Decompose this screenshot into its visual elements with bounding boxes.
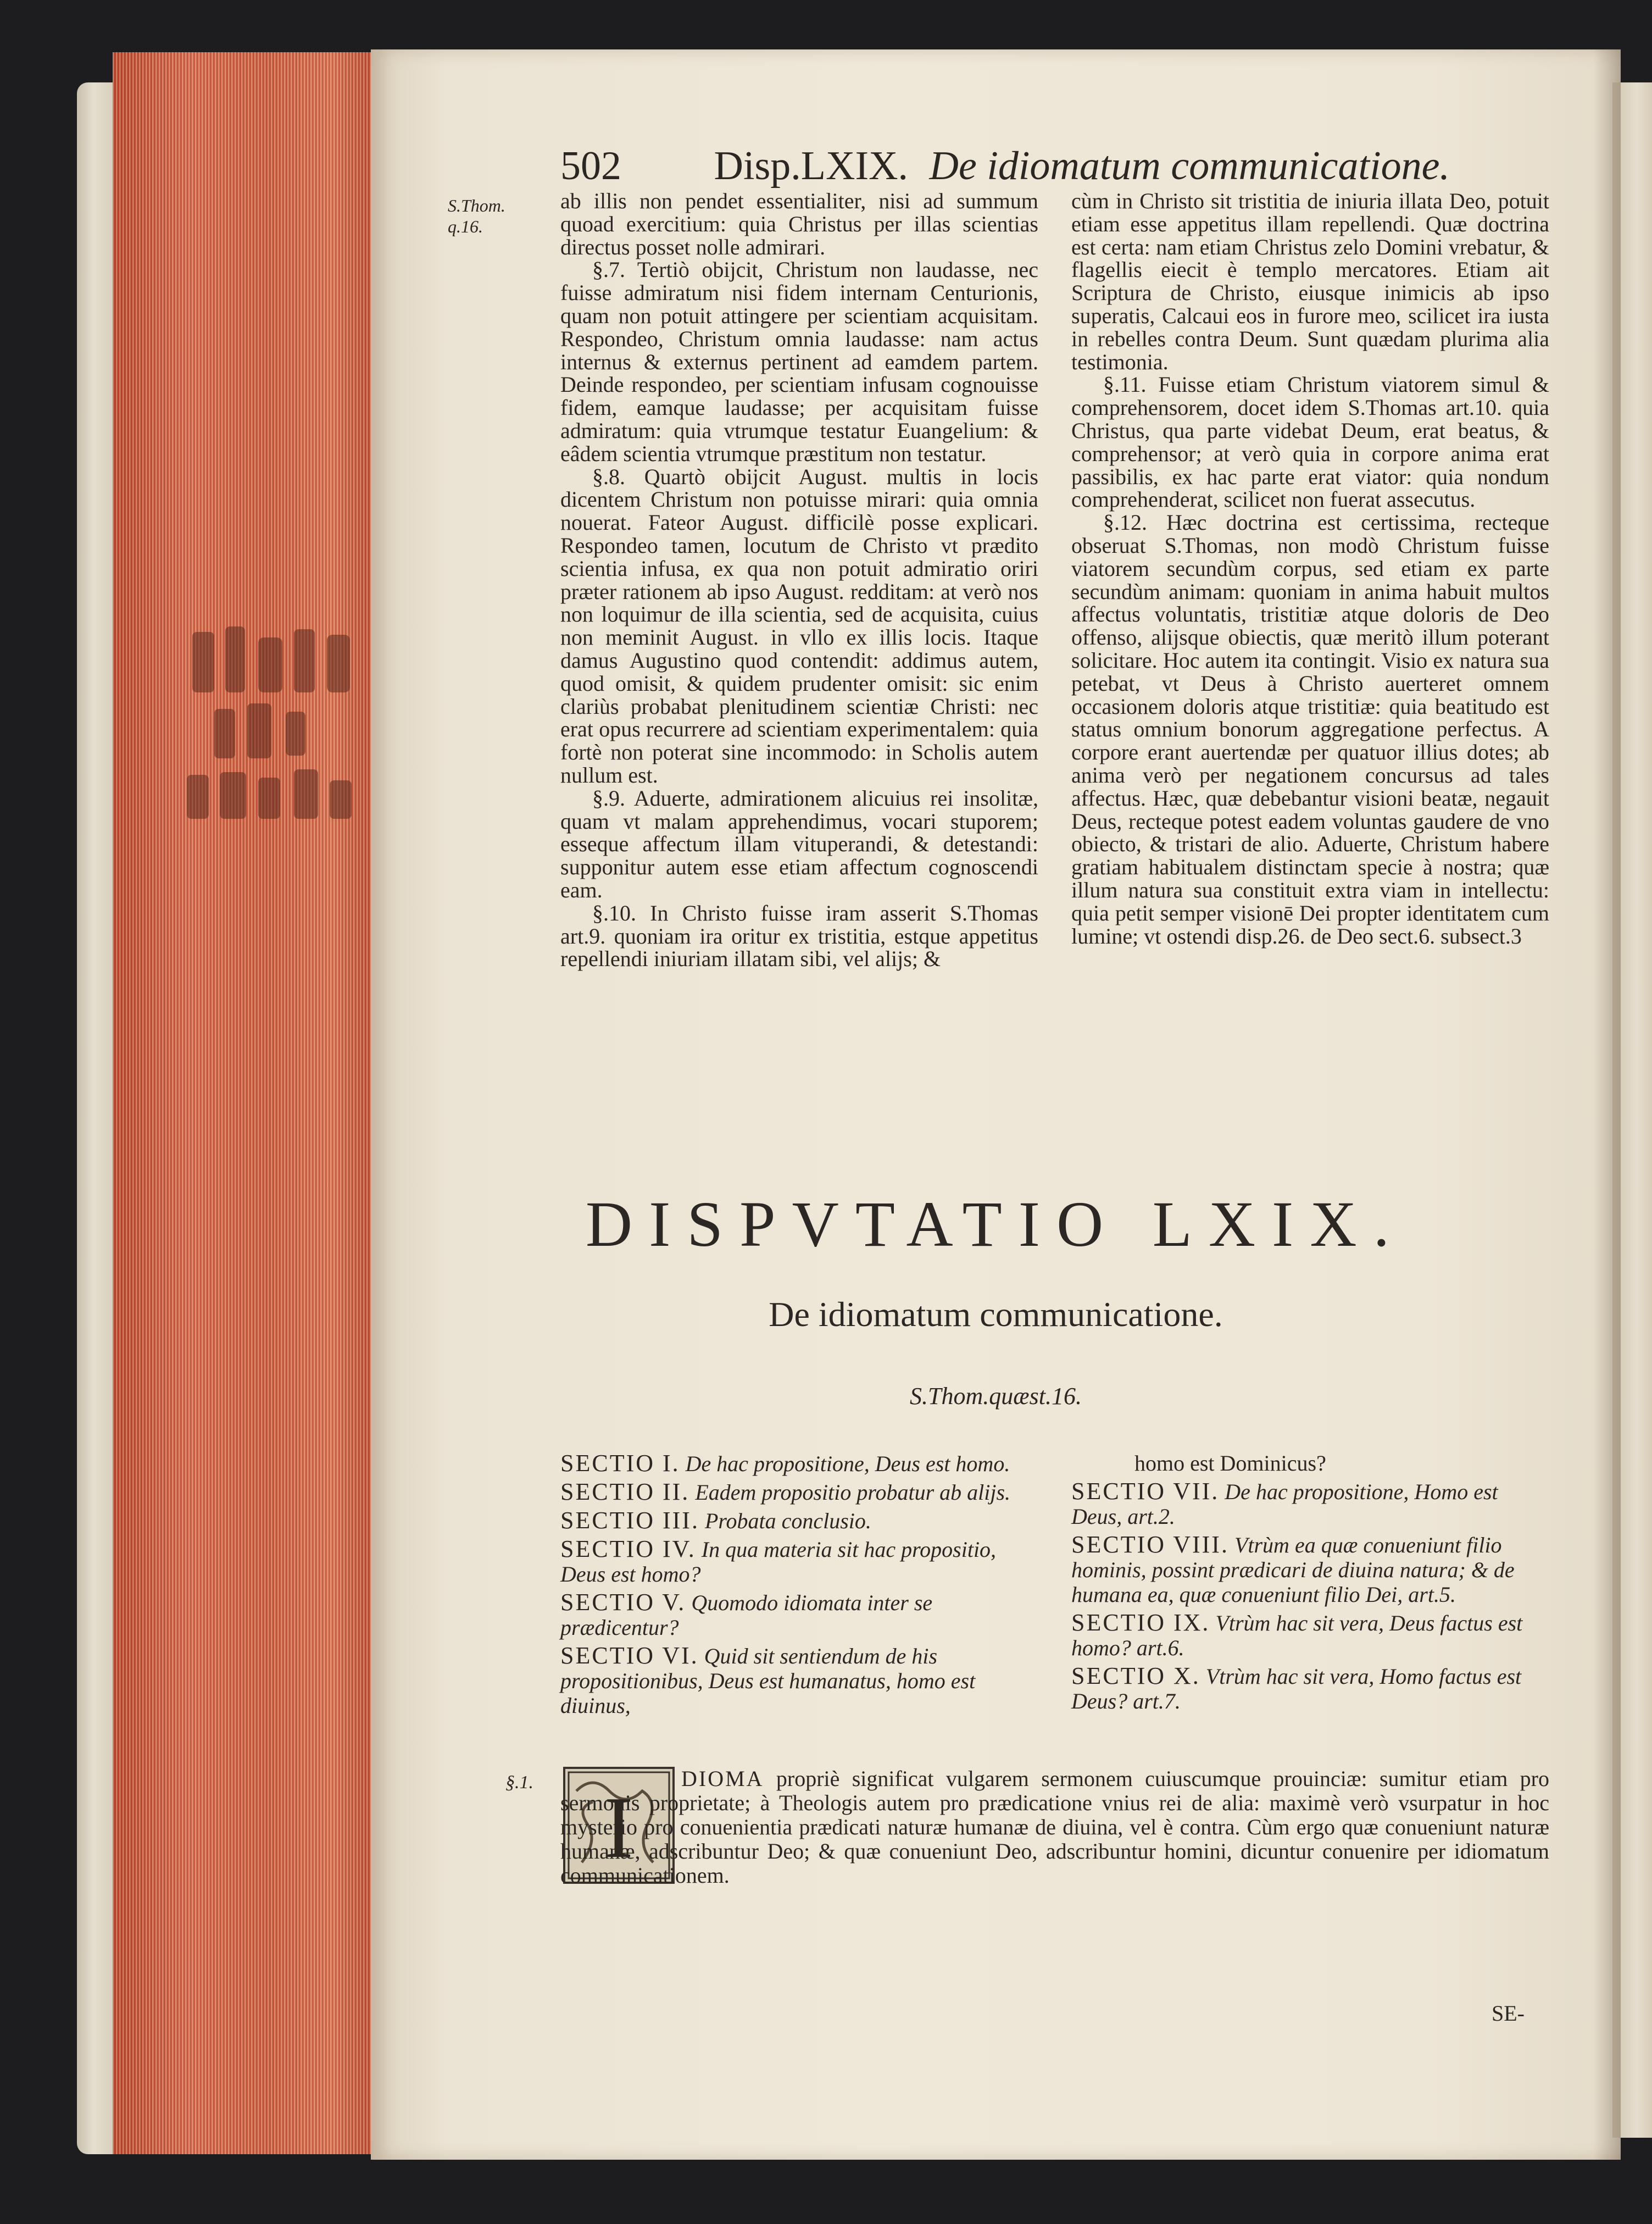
section-entry: SECTIO III. Probata conclusio. bbox=[560, 1507, 871, 1534]
right-column bbox=[1071, 190, 1549, 947]
section-entry: SECTIO VII. De hac propositione, Homo est Deus, art.2. bbox=[1071, 1478, 1498, 1529]
paragraph: §.7. Tertiò obijcit, Christum non laudasse, nec fuisse admiratum nisi fidem internam Centurionis, quam non potuit attingere per scientiam acquisitam. Respondeo, Christum omnia laudasse: nam actus internus & externus pertinent ad eamdem partem. Deinde respondeo, per scientiam infusam cognouisse fidem, eamque laudasse; per acquisitam fuisse admiratum: quia vtrumque testatur Euangelium: & eâdem scientia vtrumque præstitum non testatur. bbox=[560, 257, 1038, 466]
running-title: De idiomatum communicatione. bbox=[929, 143, 1450, 188]
section-list-right bbox=[1071, 1451, 1533, 1717]
left-column bbox=[560, 190, 1038, 970]
section-entry: SECTIO I. De hac propositione, Deus est homo. bbox=[560, 1450, 1010, 1477]
paragraph: cùm in Christo sit tristitia de iniuria illata Deo, potuit etiam esse appetitus illam repellendi. Quæ doctrina est certa: nam etiam Christus zelo Domini vrebatur, & flagellis eiecit è templo mercatores. Etiam ait Scriptura de Christo, eiusque inimicis ab ipso superatis, Calcaui eos in furore meo, scilicet ira iusta in rebelles contra Deum. Sunt quædam plurima alia testimonia. bbox=[1071, 188, 1549, 374]
thomas-reference: S.Thom.quæst.16. bbox=[910, 1383, 1082, 1410]
disputation-title: DISPVTATIO LXIX. bbox=[585, 1188, 1406, 1260]
catchword: SE- bbox=[1492, 2001, 1525, 2026]
margin-note-reference: S.Thom. q.16. bbox=[448, 196, 505, 237]
opening-paragraph bbox=[560, 1767, 1549, 1888]
section-entry: SECTIO VI. Quid sit sentiendum de his propositionibus, Deus est humanatus, homo est diuinus, bbox=[560, 1642, 976, 1718]
paragraph: §.8. Quartò obijcit August. multis in locis dicentem Christum non potuisse mirari: quia omnia nouerat. Fateor August. difficilè posse explicari. Respondeo tamen, locutum de Christo vt prædito scientia infusa, ex qua non potuit admiratio oriri præter rationem ab ipso August. redditam: at verò nos non loquimur de illa scientia, sed de acquisita, cuius non meminit August. in vllo ex illis locis. Itaque damus Augustino quod contendit: addimus autem, quod omisit, & quidem prudenter omisit: sic enim clariùs probabat plenitudinem scientiæ Christi: nec erat opus recurrere ad scientiam experimentalem: quia fortè non poterat sine incommodo: in Scholis autem nullum est. bbox=[560, 464, 1038, 787]
paragraph: §.10. In Christo fuisse iram asserit S.Thomas art.9. quoniam ira oritur ex tristitia, estque appetitus repellendi iniuriam illatam sibi, vel alijs; & bbox=[560, 900, 1038, 972]
section-entry: SECTIO VIII. Vtrùm ea quæ conueniunt filio hominis, possint prædicari de diuina natura; & de humana ea, quæ conueniunt filio Dei, art.5. bbox=[1071, 1531, 1515, 1607]
section-entry: SECTIO V. Quomodo idiomata inter se prædicentur? bbox=[560, 1589, 933, 1640]
section-entry: SECTIO X. Vtrùm hac sit vera, Homo factus est Deus? art.7. bbox=[1071, 1662, 1522, 1713]
margin-section-mark: §.1. bbox=[505, 1772, 533, 1793]
section-entry-continuation: homo est Dominicus? bbox=[1134, 1451, 1326, 1476]
page-number: 502 bbox=[560, 143, 621, 188]
lead-small-caps: DIOMA bbox=[681, 1766, 764, 1791]
running-header bbox=[560, 143, 1450, 190]
section-list-left bbox=[560, 1451, 1038, 1721]
paragraph: §.11. Fuisse etiam Christum viatorem simul & comprehensorem, docet idem S.Thomas art.10. quia Christus, qua parte videbat Deum, erat beatus, & comprehensor; at verò quia in corpore anima erat passibilis, ex hac parte erat viator: quia nondum comprehenderat, scilicet non fuerat assecutus. bbox=[1071, 372, 1549, 512]
drop-initial-letter: I bbox=[604, 1778, 633, 1876]
paragraph: §.9. Aduerte, admirationem alicuius rei insolitæ, quam vt malam apprehendimus, vocari stuporem; esseque affectum illam vituperandi, & detestandi: supponitur autem esse etiam affectum cognoscendi eam. bbox=[560, 785, 1038, 902]
section-entry: SECTIO IX. Vtrùm hac sit vera, Deus factus est homo? art.6. bbox=[1071, 1609, 1523, 1660]
section-entry: SECTIO II. Eadem propositio probatur ab alijs. bbox=[560, 1478, 1011, 1505]
disputation-subtitle: De idiomatum communicatione. bbox=[769, 1295, 1223, 1334]
book-spine-edge bbox=[77, 82, 115, 2154]
paragraph: ab illis non pendet essentialiter, nisi ad summum quoad exercitium: quia Christus per illas scientias directus posset nolle admirari. bbox=[560, 188, 1038, 259]
section-entry: SECTIO IV. In qua materia sit hac propositio, Deus est homo? bbox=[560, 1535, 997, 1587]
red-page-edges bbox=[113, 52, 371, 2154]
paragraph: §.12. Hæc doctrina est certissima, recteque obseruat S.Thomas, non modò Christum fuisse viatorem secundùm corpus, sed etiam ex parte secundùm animam: quoniam in anima habuit multos affectus voluntatis, tristitiæ atque doloris de Deo offenso, alijsque obiectis, quæ meritò illum poterant solicitare. Hoc autem ita contingit. Visio ex natura sua petebat, vt Deus à Christo auerteret omnem occasionem doloris atque tristitiæ: quia beatitudo est status omnium bonorum aggregatione perfectus. A corpore erant auertendæ per quatuor illius dotes; ab anima verò per negationem concursus ad tales affectus. Hæc, quæ debebantur visioni beatæ, negauit Deus, recteque potest eadem voluntas gaudere de vno obiecto, & tristari de alio. Aduerte, Christum habere gratiam habitualem distinctam specie à nostra; quæ illum natura sua constituit extra viam in intellectu: quia petit semper visionē Dei propter identitatem cum lumine; vt ostendi disp.26. de Deo sect.6. subsect.3 bbox=[1071, 510, 1549, 949]
opening-text: propriè significat vulgarem sermonem cuiuscumque prouinciæ: sumitur etiam pro sermonis proprietate; à Theologis autem pro prædicatione vnius rei de alia: maximè verò vsurpatur in hoc mysterio pro conuenientia prædicati naturæ humanæ de diuina, vel è contra. Cùm ergo quæ conueniunt naturæ humanæ, adscribuntur Deo; & quæ conueniunt Deo, adscribuntur homini, dicuntur conuenire per idiomatum communicationem. bbox=[560, 1766, 1550, 1888]
gutter-shadow bbox=[1593, 49, 1621, 2160]
disputation-label: Disp.LXIX. bbox=[714, 143, 909, 188]
